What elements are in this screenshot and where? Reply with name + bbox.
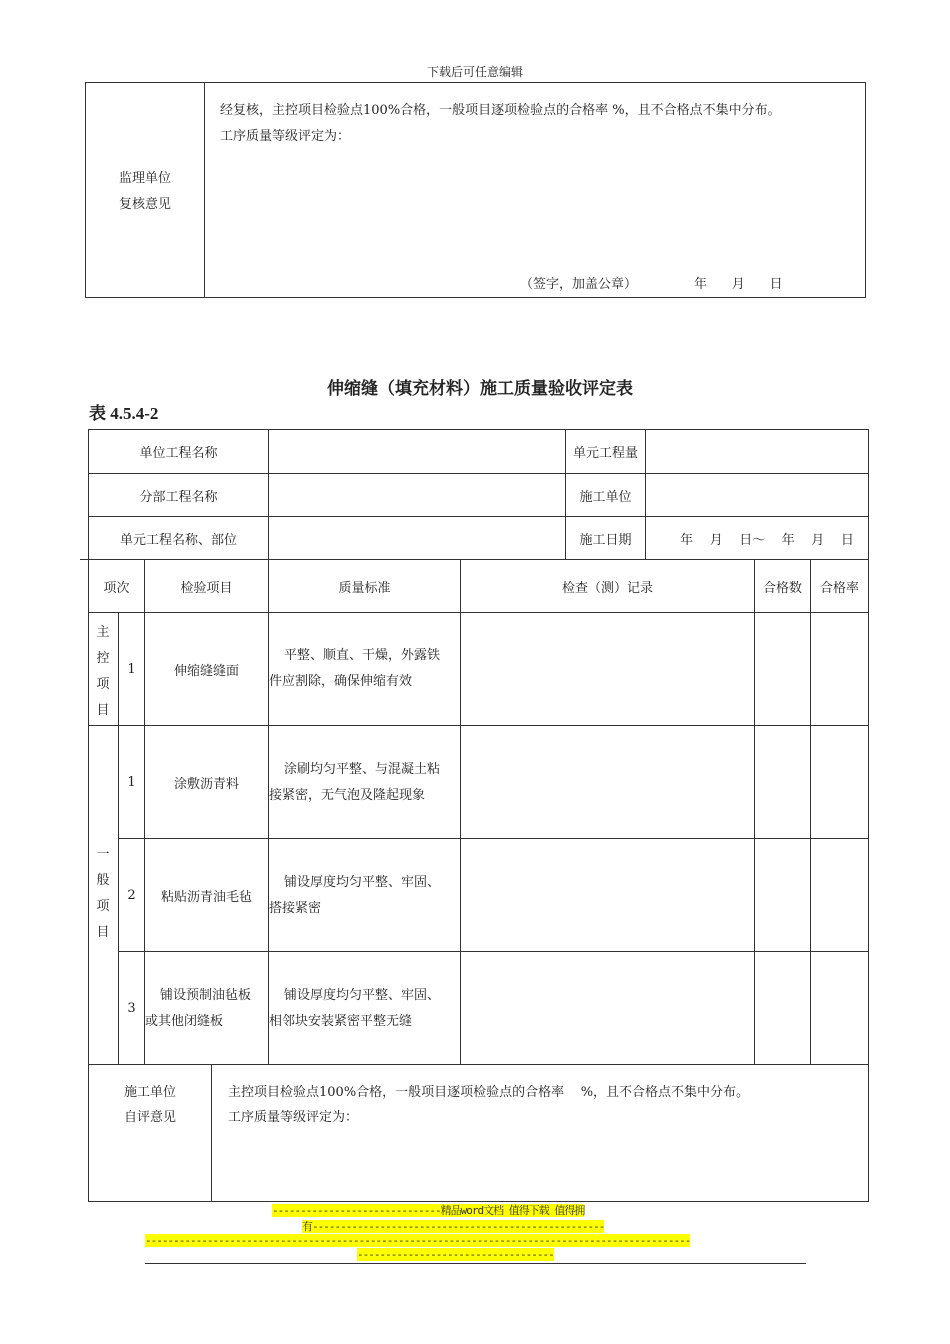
element-name-value[interactable]: [269, 517, 565, 559]
col-quality-standard: 质量标准: [338, 580, 391, 596]
main-group-label: 主 控 项 目: [96, 625, 110, 718]
row-standard-line2: 件应割除，确保伸缩有效: [269, 674, 413, 689]
footer-rule: [145, 1263, 806, 1264]
self-eval-label-line1: 施工单位: [123, 1085, 176, 1100]
col-qualified-rate: 合格率: [819, 580, 859, 596]
row-standard-line1: 铺设厚度均匀平整、牢固、: [284, 988, 441, 1003]
sub-project-label: 分部工程名称: [139, 489, 218, 505]
unit-element-qty-value[interactable]: [646, 430, 868, 473]
footer-promo-line1: ------------------------------精品word文档 值得下载 值得拥: [272, 1204, 585, 1217]
table-number: 表 4.5.4-2: [89, 404, 159, 423]
row-item-line1: 铺设预制油毡板: [160, 988, 252, 1003]
row-standard-line1: 涂刷均匀平整、与混凝土粘: [284, 762, 441, 777]
supervision-sign: （签字，加盖公章）: [520, 277, 638, 292]
sub-project-value[interactable]: [269, 474, 565, 516]
footer-dash-line3: -------------------------------------------------------------------------------------------------: [145, 1234, 691, 1247]
footer-dash-line4: -----------------------------------: [357, 1248, 554, 1261]
row-standard-line1: 铺设厚度均匀平整、牢固、: [284, 875, 441, 890]
self-eval-text-line1: 主控项目检验点100%合格，一般项目逐项检验点的合格率 %，且不合格点不集中分布。: [228, 1085, 750, 1100]
row-item-line2: 或其他闭缝板: [145, 1014, 224, 1029]
footer-promo-line2: 有----------------------------------------------------: [302, 1220, 605, 1233]
self-eval-text-line2: 工序质量等级评定为：: [228, 1110, 359, 1125]
general-group-label: 一 般 项 目: [96, 847, 110, 940]
row-item: 涂敷沥青料: [173, 776, 239, 792]
construction-unit-label: 施工单位: [579, 489, 632, 505]
col-check-record: 检查（测）记录: [561, 580, 653, 596]
unit-project-value[interactable]: [269, 430, 565, 473]
row-item: 粘贴沥青油毛毡: [160, 889, 252, 905]
supervision-text-line2: 工序质量等级评定为：: [220, 129, 351, 144]
row-no: 1: [127, 661, 136, 677]
form-title: 伸缩缝（填充材料）施工质量验收评定表: [327, 379, 633, 399]
row-standard-line1: 平整、顺直、干燥，外露铁: [284, 648, 441, 663]
construction-date-value: 年 月 日～ 年 月 日: [680, 532, 854, 548]
col-inspection-item: 检验项目: [180, 580, 233, 596]
header-note: 下载后可任意编辑: [426, 65, 523, 79]
construction-date-label: 施工日期: [579, 532, 632, 548]
element-name-label: 单元工程名称、部位: [119, 532, 237, 548]
row-no: 2: [127, 887, 136, 903]
supervision-text-line1: 经复核，主控项目检验点100%合格，一般项目逐项检验点的合格率 %，且不合格点不集中分布。: [220, 103, 781, 118]
row-no: 1: [127, 774, 136, 790]
self-eval-label-line2: 自评意见: [123, 1110, 176, 1125]
supervision-label-line2: 复核意见: [118, 197, 171, 212]
supervision-label-line1: 监理单位: [118, 171, 171, 186]
row-no: 3: [127, 1000, 136, 1016]
row-item: 伸缩缝缝面: [173, 663, 239, 679]
construction-unit-value[interactable]: [646, 474, 868, 516]
col-item-no: 项次: [103, 580, 130, 596]
row-standard-line2: 接紧密，无气泡及隆起现象: [269, 788, 426, 803]
row-standard-line2: 相邻块安装紧密平整无缝: [269, 1014, 413, 1029]
supervision-date: 年 月 日: [694, 277, 783, 292]
unit-project-label: 单位工程名称: [139, 446, 218, 461]
row-standard-line2: 搭接紧密: [269, 901, 322, 916]
col-qualified-count: 合格数: [762, 580, 802, 596]
unit-element-qty-label: 单元工程量: [572, 446, 638, 461]
